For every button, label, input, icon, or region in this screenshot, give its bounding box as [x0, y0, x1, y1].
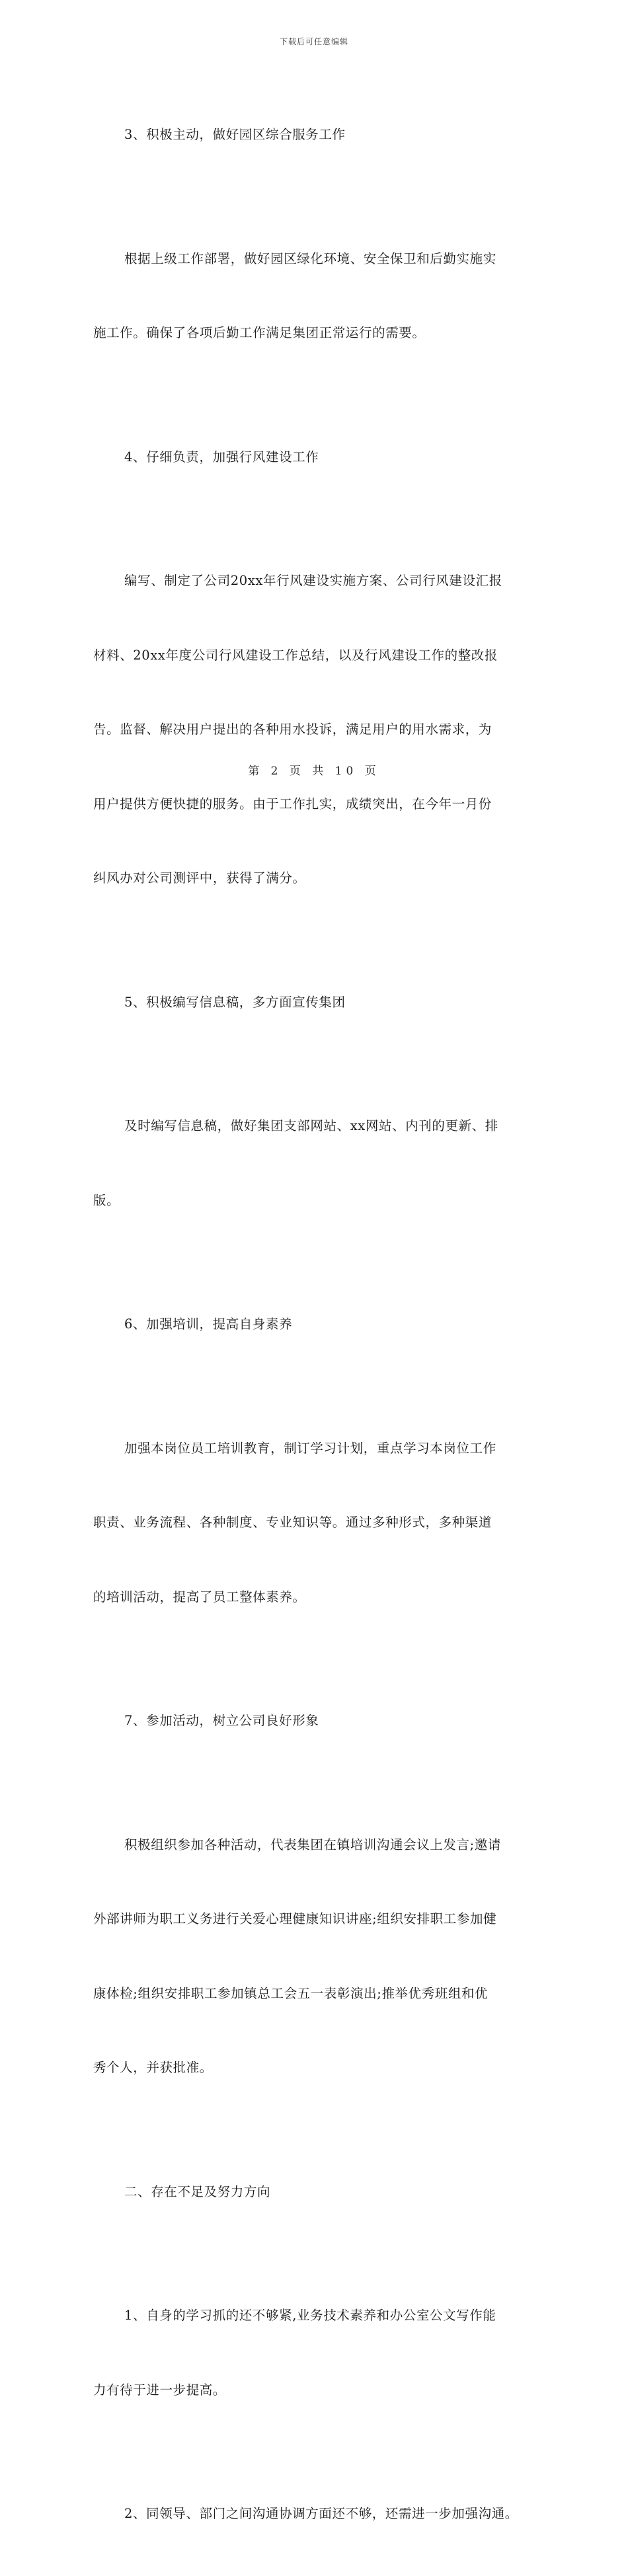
- text-line: 职责、业务流程、各种制度、专业知识等。通过多种形式，多种渠道: [93, 1515, 492, 1530]
- text-line: 施工作。确保了各项后勤工作满足集团正常运行的需要。: [93, 325, 426, 340]
- paragraph: [93, 73, 543, 197]
- paragraph: [93, 1386, 543, 1659]
- page-footer: 第 2 页 共 10 页: [248, 765, 380, 778]
- text-line: 3、积极主动，做好园区综合服务工作: [124, 127, 346, 142]
- text-line: 5、积极编写信息稿，多方面宣传集团: [124, 994, 346, 1010]
- text-line: 材料、20xx年度公司行风建设工作总结，以及行风建设工作的整改报: [93, 647, 498, 663]
- text-line: 1、自身的学习抓的还不够紧,业务技术素养和办公室公文写作能: [124, 2308, 496, 2323]
- paragraph: [93, 1064, 543, 1262]
- text-line: 编写、制定了公司20xx年行风建设实施方案、公司行风建设汇报: [124, 573, 502, 588]
- text-line: 及时编写信息稿，做好集团支部网站、xx网站、内刊的更新、排: [124, 1118, 498, 1133]
- paragraph: [93, 1783, 543, 2130]
- text-line: 外部讲师为职工义务进行关爱心理健康知识讲座;组织安排职工参加健: [93, 1911, 497, 1926]
- paragraph: [93, 1659, 543, 1783]
- text-line: 二、存在不足及努力方向: [124, 2183, 271, 2199]
- paragraph: [93, 197, 543, 395]
- text-line: 7、参加活动，树立公司良好形象: [124, 1713, 319, 1728]
- text-line: 6、加强培训，提高自身素养: [124, 1316, 293, 1332]
- text-line: 力有待于进一步提高。: [93, 2382, 227, 2398]
- document-body: [93, 73, 543, 2576]
- text-line: 4、仔细负责，加强行风建设工作: [124, 449, 319, 465]
- page-header: 下载后可任意编辑: [279, 37, 348, 46]
- text-line: 用户提供方便快捷的服务。由于工作扎实，成绩突出，在今年一月份: [93, 796, 492, 812]
- paragraph: [93, 395, 543, 519]
- paragraph: [93, 2254, 543, 2452]
- text-line: 版。: [93, 1192, 120, 1208]
- text-line: 纠风办对公司测评中，获得了满分。: [93, 870, 306, 886]
- paragraph: [93, 519, 543, 940]
- text-line: 秀个人，并获批准。: [93, 2060, 213, 2075]
- text-line: 根据上级工作部署，做好园区绿化环境、安全保卫和后勤实施实: [124, 250, 496, 266]
- text-line: 2、同领导、部门之间沟通协调方面还不够，还需进一步加强沟通。: [124, 2506, 518, 2521]
- text-line: 告。监督、解决用户提出的各种用水投诉，满足用户的用水需求，为: [93, 722, 492, 737]
- paragraph: [93, 940, 543, 1065]
- text-line: 积极组织参加各种活动，代表集团在镇培训沟通会议上发言;邀请: [124, 1837, 501, 1852]
- text-line: 康体检;组织安排职工参加镇总工会五一表彰演出;推举优秀班组和优: [93, 1985, 489, 2001]
- paragraph: [93, 2130, 543, 2254]
- paragraph: [93, 1262, 543, 1386]
- text-line: 的培训活动，提高了员工整体素养。: [93, 1589, 306, 1605]
- text-line: 加强本岗位员工培训教育，制订学习计划，重点学习本岗位工作: [124, 1440, 496, 1456]
- paragraph: [93, 2452, 543, 2576]
